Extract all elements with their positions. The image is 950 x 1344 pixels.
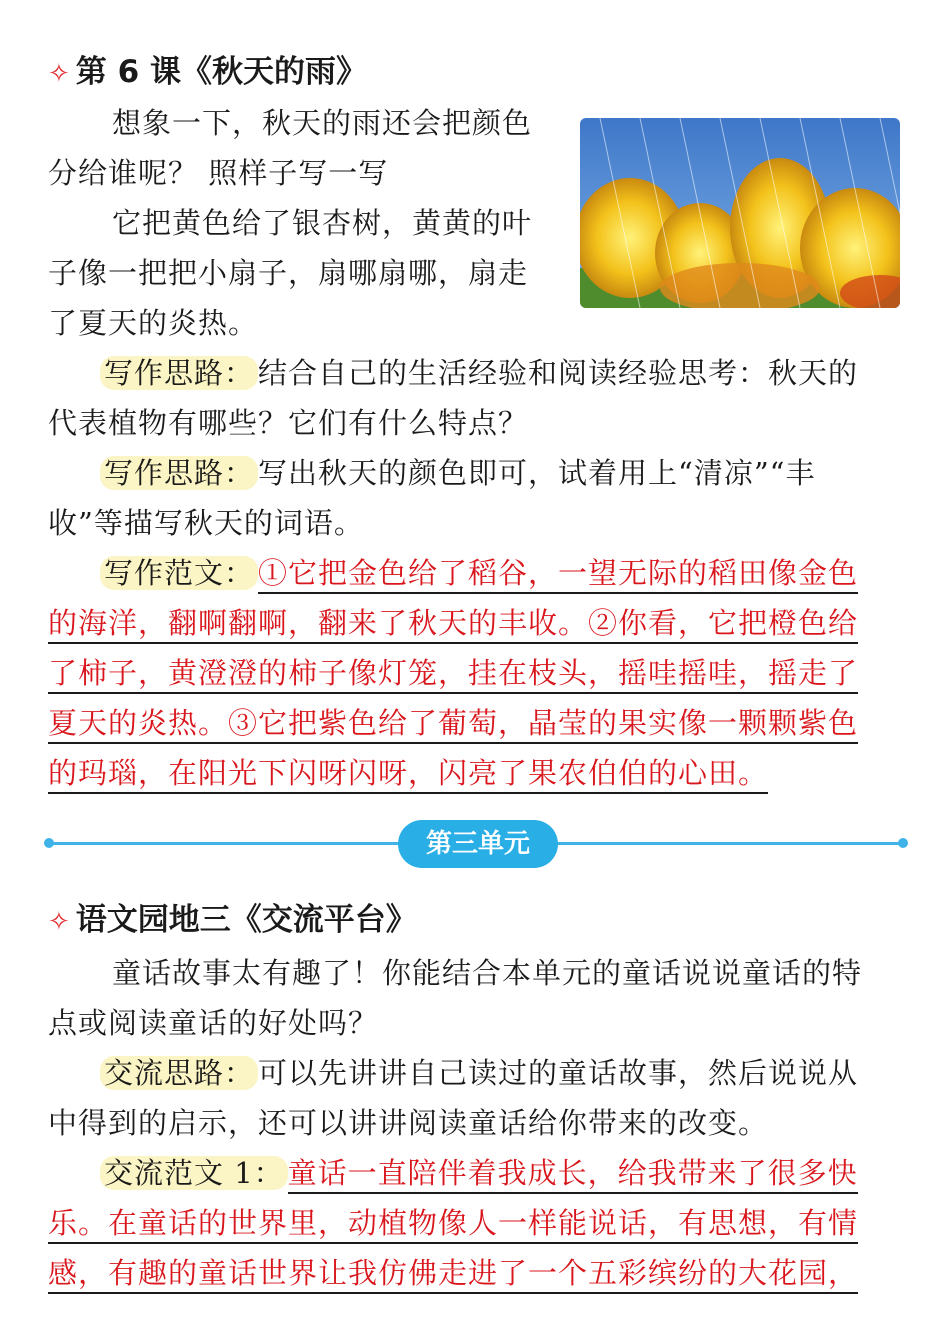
- sample-line: 了柿子，黄澄澄的柿子像灯笼，挂在枝头，摇哇摇哇，摇走了: [48, 648, 908, 698]
- prompt-line: 想象一下，秋天的雨还会把颜色: [112, 106, 533, 140]
- example-line: 它把黄色给了银杏树，黄黄的叶: [112, 206, 533, 240]
- sample-line: 的玛瑙，在阳光下闪呀闪呀，闪亮了果农伯伯的心田。: [48, 748, 908, 798]
- sample-text: 童话一直陪伴着我成长，给我带来了很多快: [288, 1156, 858, 1194]
- example-line: 了夏天的炎热。: [48, 306, 259, 340]
- sample-line: 乐。在童话的世界里，动植物像人一样能说话，有思想，有情: [48, 1198, 908, 1248]
- writing-tip-2: [48, 448, 908, 498]
- sample-label: 交流范文 1：: [100, 1156, 288, 1190]
- tip-label: 交流思路：: [100, 1056, 258, 1090]
- tip-text-line: 收”等描写秋天的词语。: [48, 506, 364, 540]
- section-heading-lesson6: [48, 52, 367, 94]
- sparkle-star-icon: ✧: [48, 59, 70, 89]
- unit-label-pill: 第三单元: [398, 820, 558, 868]
- writing-tip-1: [48, 348, 908, 398]
- sample-line: 的海洋，翻啊翻啊，翻来了秋天的丰收。②你看，它把橙色给: [48, 598, 908, 648]
- tip-text-line: 中得到的启示，还可以讲讲阅读童话给你带来的改变。: [48, 1106, 769, 1140]
- sparkle-star-icon: ✧: [48, 907, 70, 937]
- autumn-rain-illustration: [580, 118, 900, 308]
- sample-essay: [48, 548, 908, 598]
- exchange-sample: [48, 1148, 908, 1198]
- tip-text-line: 代表植物有哪些？它们有什么特点？: [48, 406, 529, 440]
- prompt-line: 童话故事太有趣了！你能结合本单元的童话说说童话的特: [112, 956, 863, 990]
- tip-text: 写出秋天的颜色即可，试着用上“清凉”“丰: [258, 456, 816, 490]
- tip-text: 结合自己的生活经验和阅读经验思考：秋天的: [258, 356, 859, 390]
- tip-label: 写作思路：: [100, 356, 258, 390]
- tip-label: 写作思路：: [100, 456, 258, 490]
- prompt-line: 分给谁呢？ 照样子写一写: [48, 156, 389, 190]
- example-line: 子像一把把小扇子，扇哪扇哪，扇走: [48, 256, 529, 290]
- section-title: 语文园地三《交流平台》: [75, 902, 417, 938]
- exchange-tip: [48, 1048, 908, 1098]
- section-title: 第 6 课《秋天的雨》: [75, 54, 367, 90]
- divider-dot-left: [44, 838, 54, 848]
- sample-label: 写作范文：: [100, 556, 258, 590]
- sample-line: 感，有趣的童话世界让我仿佛走进了一个五彩缤纷的大花园，: [48, 1248, 908, 1298]
- divider-dot-right: [898, 838, 908, 848]
- sample-text: ①它把金色给了稻谷，一望无际的稻田像金色: [258, 556, 858, 594]
- sample-line: 夏天的炎热。③它把紫色给了葡萄，晶莹的果实像一颗颗紫色: [48, 698, 908, 748]
- prompt-line: 点或阅读童话的好处吗？: [48, 1006, 379, 1040]
- section-heading-garden3: [48, 900, 417, 942]
- tip-text: 可以先讲讲自己读过的童话故事，然后说说从: [258, 1056, 859, 1090]
